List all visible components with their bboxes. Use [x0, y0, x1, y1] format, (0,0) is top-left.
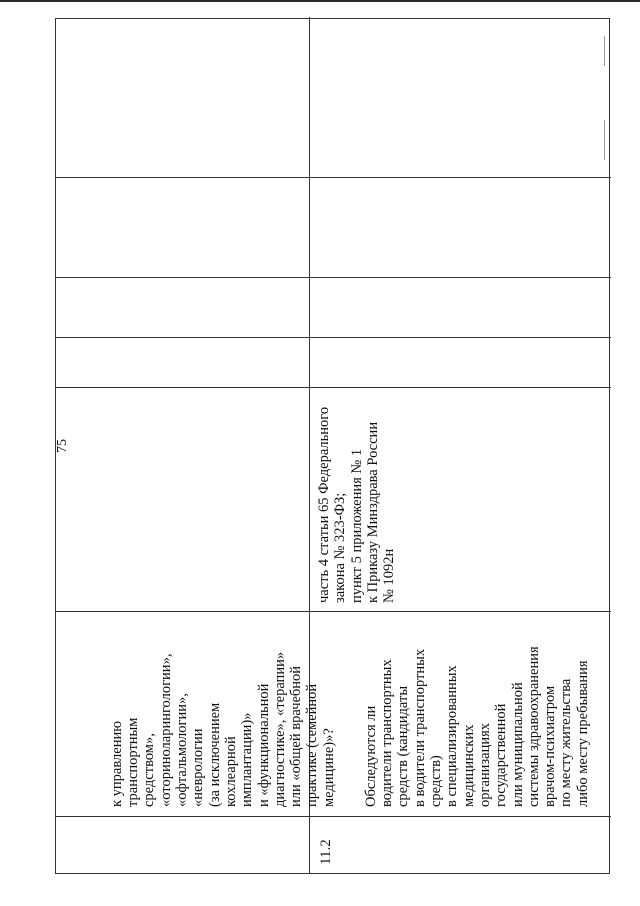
table-row-2-col4 — [310, 277, 611, 337]
table-row-1-col5 — [56, 177, 310, 277]
table-row-2-col3 — [310, 337, 611, 387]
rotated-document-page — [55, 18, 610, 874]
column-divider — [310, 816, 611, 817]
table-row-1-col3 — [56, 337, 310, 387]
table-row-1-col4 — [56, 277, 310, 337]
row-number: 11.2 — [318, 839, 334, 865]
table-row-2-col6 — [310, 17, 611, 177]
table-row-1-reference-cell — [56, 387, 310, 611]
column-divider — [56, 816, 309, 817]
table-row-1-col6 — [56, 17, 310, 177]
scan-top-border — [0, 0, 640, 2]
page-number: 75 — [55, 439, 70, 453]
table-row-2-col5 — [310, 177, 611, 277]
question-text: Обследуются ли водители транспортных средств (кандидаты в водители транспортных средств) в специализированных медицинских организациях государственной или муниципальной системы здравоохранения врачом-психиатром по месту жительства либо месту пребывания — [362, 646, 591, 807]
table-row-2-question-cell — [310, 611, 611, 873]
requirements-table — [55, 18, 610, 874]
table-row-2-reference-cell: часть 4 статьи 65 Федерального закона № 323-ФЗ; пункт 5 приложения № 1 к Приказу Минздрава России № 1092н — [310, 387, 611, 611]
question-text: к управлению транспортным средством», «оториноларингологии», «офтальмологии», «неврологии (за исключением кохлеарной имплантации)» и «функциональной диагностике», «терапии» или «общей врачебной практике (семейной медицине)»? — [108, 651, 337, 807]
